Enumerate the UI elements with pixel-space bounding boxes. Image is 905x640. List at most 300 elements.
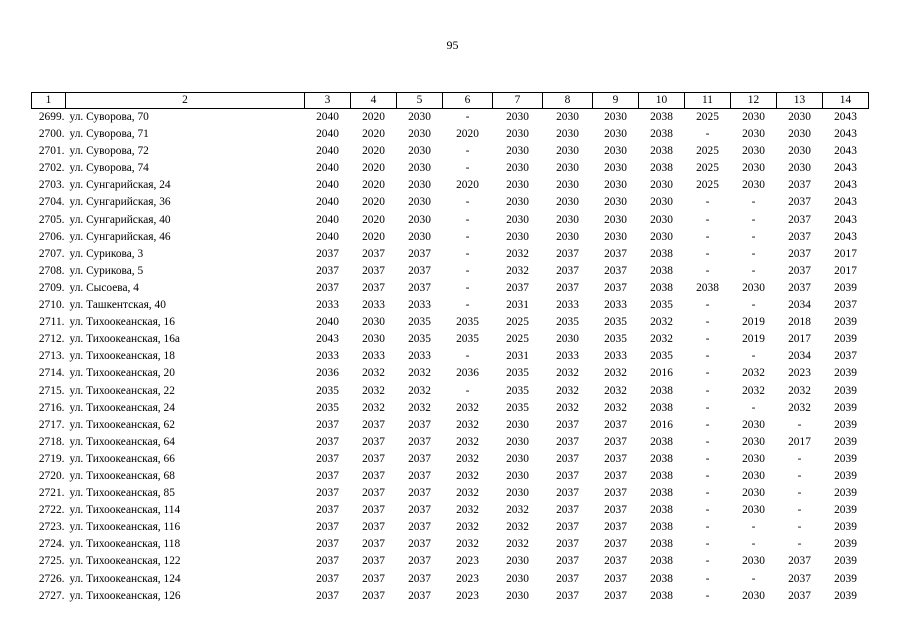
row-number: 2708. [38, 264, 65, 277]
year-cell: 2030 [742, 487, 765, 500]
year-cell: 2037 [604, 418, 627, 431]
year-cell: 2030 [742, 589, 765, 602]
year-cell: 2037 [556, 247, 579, 260]
year-cell: 2037 [556, 435, 579, 448]
year-cell: 2037 [408, 589, 431, 602]
address-cell: ул. Сунгарийская, 36 [69, 196, 171, 209]
year-cell: 2033 [408, 350, 431, 363]
year-cell: 2030 [556, 196, 579, 209]
row-number: 2700. [38, 128, 65, 141]
address-cell: ул. Тихоокеанская, 118 [69, 538, 181, 551]
year-cell: 2030 [556, 162, 579, 175]
year-cell: 2043 [834, 128, 857, 141]
year-cell: 2043 [834, 196, 857, 209]
year-cell: 2037 [316, 538, 339, 551]
year-cell: 2032 [408, 384, 431, 397]
year-cell: 2032 [650, 316, 673, 329]
year-cell: - [797, 504, 802, 517]
year-cell: 2025 [696, 162, 719, 175]
year-cell: 2035 [316, 384, 339, 397]
year-cell: - [751, 572, 756, 585]
year-cell: 2032 [456, 469, 479, 482]
year-cell: 2030 [556, 333, 579, 346]
row-number: 2705. [38, 213, 65, 226]
year-cell: 2038 [650, 572, 673, 585]
year-cell: 2037 [316, 521, 339, 534]
year-cell: 2037 [408, 538, 431, 551]
year-cell: 2030 [506, 111, 529, 123]
year-cell: 2025 [696, 111, 719, 123]
year-cell: 2038 [650, 264, 673, 277]
row-number: 2723. [38, 521, 65, 534]
year-cell: 2017 [834, 264, 857, 277]
year-cell: 2032 [456, 452, 479, 465]
year-cell: 2030 [506, 128, 529, 141]
year-cell: 2037 [316, 247, 339, 260]
year-cell: 2037 [788, 589, 811, 602]
year-cell: 2038 [650, 247, 673, 260]
table-row [32, 588, 869, 605]
column-header-5: 5 [397, 93, 443, 109]
year-cell: 2030 [408, 196, 431, 209]
table-row [32, 451, 869, 468]
year-cell: 2043 [834, 162, 857, 175]
year-cell: 2037 [408, 435, 431, 448]
year-cell: 2035 [650, 299, 673, 312]
year-cell: 2037 [316, 264, 339, 277]
year-cell: 2032 [408, 401, 431, 414]
year-cell: 2039 [834, 572, 857, 585]
year-cell: 2043 [834, 179, 857, 192]
year-cell: 2030 [788, 128, 811, 141]
year-cell: 2030 [408, 128, 431, 141]
year-cell: 2023 [788, 367, 811, 380]
year-cell: 2037 [604, 452, 627, 465]
year-cell: 2043 [834, 145, 857, 158]
year-cell: - [705, 589, 710, 602]
year-cell: 2033 [316, 299, 339, 312]
table-row [32, 434, 869, 451]
year-cell: - [465, 230, 470, 243]
address-cell: ул. Сунгарийская, 24 [69, 179, 171, 192]
year-cell: - [797, 452, 802, 465]
year-cell: - [705, 487, 710, 500]
year-cell: 2030 [362, 316, 385, 329]
row-number: 2715. [38, 384, 65, 397]
year-cell: 2037 [316, 452, 339, 465]
year-cell: 2033 [556, 299, 579, 312]
data-table [31, 92, 869, 605]
year-cell: 2035 [316, 401, 339, 414]
year-cell: 2032 [456, 504, 479, 517]
year-cell: 2032 [742, 384, 765, 397]
year-cell: 2032 [650, 333, 673, 346]
year-cell: 2037 [604, 469, 627, 482]
row-number: 2719. [38, 452, 65, 465]
year-cell: 2030 [604, 196, 627, 209]
year-cell: - [705, 213, 710, 226]
year-cell: 2035 [604, 333, 627, 346]
year-cell: 2030 [650, 213, 673, 226]
year-cell: 2030 [362, 333, 385, 346]
year-cell: 2043 [834, 213, 857, 226]
year-cell: 2037 [604, 435, 627, 448]
address-cell: ул. Тихоокеанская, 126 [69, 589, 181, 602]
year-cell: 2030 [556, 111, 579, 123]
year-cell: 2035 [506, 384, 529, 397]
year-cell: 2043 [316, 333, 339, 346]
address-cell: ул. Тихоокеанская, 16а [69, 333, 180, 346]
year-cell: - [705, 128, 710, 141]
year-cell: 2030 [742, 452, 765, 465]
row-number: 2704. [38, 196, 65, 209]
year-cell: 2030 [556, 213, 579, 226]
row-number: 2699. [38, 111, 65, 123]
year-cell: 2038 [650, 281, 673, 294]
year-cell: 2032 [456, 487, 479, 500]
table-row [32, 126, 869, 143]
year-cell: 2030 [788, 145, 811, 158]
year-cell: 2037 [556, 281, 579, 294]
year-cell: 2037 [556, 487, 579, 500]
year-cell: 2037 [604, 572, 627, 585]
year-cell: 2040 [316, 196, 339, 209]
address-cell: ул. Тихоокеанская, 68 [69, 469, 175, 482]
year-cell: 2030 [506, 589, 529, 602]
year-cell: 2034 [788, 299, 811, 312]
year-cell: - [705, 418, 710, 431]
year-cell: 2037 [316, 589, 339, 602]
year-cell: 2025 [506, 316, 529, 329]
column-header-7: 7 [493, 93, 543, 109]
page-number: 95 [446, 38, 459, 52]
address-cell: ул. Тихоокеанская, 24 [69, 401, 175, 414]
year-cell: 2038 [650, 555, 673, 568]
year-cell: 2030 [742, 128, 765, 141]
table-row [32, 536, 869, 553]
year-cell: 2030 [742, 179, 765, 192]
address-cell: ул. Тихоокеанская, 64 [69, 435, 175, 448]
table-row [32, 553, 869, 570]
year-cell: 2030 [408, 213, 431, 226]
row-number: 2725. [38, 555, 65, 568]
year-cell: 2037 [362, 538, 385, 551]
year-cell: 2035 [456, 333, 479, 346]
year-cell: 2037 [316, 487, 339, 500]
year-cell: 2030 [604, 128, 627, 141]
year-cell: 2037 [556, 264, 579, 277]
column-header-3: 3 [305, 93, 351, 109]
year-cell: 2040 [316, 162, 339, 175]
year-cell: 2033 [556, 350, 579, 363]
year-cell: 2033 [362, 350, 385, 363]
year-cell: 2043 [834, 230, 857, 243]
year-cell: - [465, 384, 470, 397]
row-number: 2718. [38, 435, 65, 448]
year-cell: 2038 [650, 469, 673, 482]
year-cell: 2037 [362, 589, 385, 602]
year-cell: 2038 [650, 487, 673, 500]
year-cell: - [797, 487, 802, 500]
year-cell: - [465, 299, 470, 312]
table-row [32, 297, 869, 314]
year-cell: 2037 [604, 504, 627, 517]
year-cell: 2037 [362, 504, 385, 517]
year-cell: 2032 [788, 401, 811, 414]
row-number: 2703. [38, 179, 65, 192]
year-cell: 2030 [742, 504, 765, 517]
year-cell: 2032 [456, 538, 479, 551]
table-row [32, 502, 869, 519]
year-cell: 2032 [788, 384, 811, 397]
year-cell: 2039 [834, 401, 857, 414]
table-row [32, 485, 869, 502]
year-cell: - [465, 281, 470, 294]
year-cell: 2039 [834, 384, 857, 397]
row-number: 2707. [38, 247, 65, 260]
year-cell: 2037 [556, 469, 579, 482]
year-cell: 2037 [316, 418, 339, 431]
year-cell: 2030 [506, 145, 529, 158]
year-cell: - [751, 264, 756, 277]
year-cell: - [751, 230, 756, 243]
year-cell: 2038 [650, 401, 673, 414]
year-cell: 2030 [408, 145, 431, 158]
year-cell: 2039 [834, 538, 857, 551]
year-cell: - [465, 264, 470, 277]
year-cell: 2020 [456, 128, 479, 141]
year-cell: 2032 [506, 521, 529, 534]
year-cell: 2032 [456, 418, 479, 431]
year-cell: - [751, 538, 756, 551]
column-header-1: 1 [32, 93, 66, 109]
year-cell: 2030 [506, 418, 529, 431]
year-cell: 2039 [834, 333, 857, 346]
year-cell: 2019 [742, 333, 765, 346]
table-row [32, 468, 869, 485]
column-header-9: 9 [593, 93, 639, 109]
year-cell: 2039 [834, 316, 857, 329]
year-cell: 2032 [604, 384, 627, 397]
year-cell: 2032 [556, 367, 579, 380]
year-cell: - [465, 196, 470, 209]
address-cell: ул. Тихоокеанская, 20 [69, 367, 175, 380]
year-cell: 2032 [604, 401, 627, 414]
address-cell: ул. Суворова, 74 [69, 162, 149, 175]
year-cell: 2033 [604, 299, 627, 312]
year-cell: 2040 [316, 316, 339, 329]
table-row [32, 417, 869, 434]
year-cell: - [705, 316, 710, 329]
year-cell: 2030 [506, 572, 529, 585]
year-cell: 2033 [316, 350, 339, 363]
year-cell: - [705, 572, 710, 585]
year-cell: 2030 [604, 145, 627, 158]
year-cell: 2030 [742, 555, 765, 568]
year-cell: 2035 [506, 367, 529, 380]
year-cell: 2020 [362, 196, 385, 209]
year-cell: 2037 [316, 281, 339, 294]
year-cell: 2040 [316, 230, 339, 243]
year-cell: 2030 [742, 469, 765, 482]
year-cell: 2037 [556, 589, 579, 602]
year-cell: - [705, 555, 710, 568]
table-row [32, 280, 869, 297]
year-cell: - [705, 384, 710, 397]
year-cell: - [705, 196, 710, 209]
year-cell: 2030 [506, 452, 529, 465]
year-cell: 2020 [362, 213, 385, 226]
year-cell: 2030 [506, 179, 529, 192]
year-cell: 2030 [506, 469, 529, 482]
year-cell: 2032 [742, 367, 765, 380]
year-cell: 2039 [834, 521, 857, 534]
table-row [32, 400, 869, 417]
year-cell: 2037 [556, 521, 579, 534]
year-cell: 2032 [506, 247, 529, 260]
address-cell: ул. Тихоокеанская, 66 [69, 452, 175, 465]
address-cell: ул. Тихоокеанская, 22 [69, 384, 175, 397]
year-cell: 2033 [408, 299, 431, 312]
column-header-6: 6 [443, 93, 493, 109]
table-row [32, 160, 869, 177]
year-cell: 2037 [604, 538, 627, 551]
year-cell: - [705, 230, 710, 243]
year-cell: 2030 [604, 230, 627, 243]
year-cell: 2037 [834, 350, 857, 363]
table-row [32, 365, 869, 382]
year-cell: - [751, 401, 756, 414]
year-cell: 2030 [506, 435, 529, 448]
row-number: 2701. [38, 145, 65, 158]
year-cell: 2030 [604, 213, 627, 226]
year-cell: 2030 [742, 281, 765, 294]
year-cell: - [705, 521, 710, 534]
year-cell: - [751, 521, 756, 534]
year-cell: 2030 [506, 162, 529, 175]
year-cell: 2016 [650, 418, 673, 431]
year-cell: 2037 [408, 487, 431, 500]
year-cell: 2020 [362, 111, 385, 123]
year-cell: 2038 [650, 145, 673, 158]
year-cell: 2032 [506, 538, 529, 551]
address-cell: ул. Сунгарийская, 46 [69, 230, 171, 243]
address-cell: ул. Ташкентская, 40 [69, 299, 166, 312]
year-cell: 2038 [650, 435, 673, 448]
year-cell: 2032 [556, 384, 579, 397]
year-cell: 2017 [788, 333, 811, 346]
year-cell: 2038 [650, 504, 673, 517]
year-cell: 2033 [362, 299, 385, 312]
year-cell: 2023 [456, 555, 479, 568]
year-cell: 2030 [604, 162, 627, 175]
year-cell: 2037 [604, 281, 627, 294]
year-cell: 2037 [788, 281, 811, 294]
year-cell: 2037 [408, 555, 431, 568]
year-cell: 2037 [316, 469, 339, 482]
year-cell: 2037 [362, 487, 385, 500]
year-cell: - [705, 264, 710, 277]
table-row [32, 571, 869, 588]
year-cell: 2039 [834, 367, 857, 380]
address-cell: ул. Тихоокеанская, 124 [69, 572, 181, 585]
year-cell: 2037 [604, 487, 627, 500]
year-cell: - [797, 538, 802, 551]
year-cell: 2035 [604, 316, 627, 329]
year-cell: 2037 [788, 230, 811, 243]
table-row [32, 263, 869, 280]
table-row [32, 229, 869, 246]
year-cell: 2039 [834, 418, 857, 431]
year-cell: 2037 [604, 264, 627, 277]
year-cell: 2030 [650, 196, 673, 209]
year-cell: 2037 [788, 247, 811, 260]
year-cell: 2035 [456, 316, 479, 329]
year-cell: - [465, 145, 470, 158]
year-cell: 2037 [408, 264, 431, 277]
year-cell: - [797, 469, 802, 482]
year-cell: 2030 [408, 179, 431, 192]
year-cell: 2025 [696, 145, 719, 158]
year-cell: 2037 [362, 418, 385, 431]
table-row [32, 246, 869, 263]
year-cell: 2031 [506, 299, 529, 312]
year-cell: 2025 [506, 333, 529, 346]
year-cell: 2035 [506, 401, 529, 414]
row-number: 2721. [38, 487, 65, 500]
year-cell: 2037 [316, 572, 339, 585]
year-cell: 2037 [788, 213, 811, 226]
year-cell: 2039 [834, 487, 857, 500]
address-cell: ул. Сурикова, 3 [69, 247, 144, 260]
year-cell: 2030 [506, 230, 529, 243]
row-number: 2713. [38, 350, 65, 363]
year-cell: 2040 [316, 128, 339, 141]
year-cell: 2037 [316, 555, 339, 568]
year-cell: 2037 [788, 264, 811, 277]
year-cell: 2037 [408, 281, 431, 294]
year-cell: 2037 [788, 572, 811, 585]
year-cell: 2040 [316, 145, 339, 158]
column-header-8: 8 [543, 93, 593, 109]
year-cell: 2037 [556, 504, 579, 517]
year-cell: 2030 [604, 179, 627, 192]
year-cell: 2037 [362, 572, 385, 585]
row-number: 2712. [38, 333, 65, 346]
year-cell: 2038 [650, 538, 673, 551]
year-cell: 2037 [408, 572, 431, 585]
year-cell: 2037 [604, 589, 627, 602]
year-cell: 2037 [834, 299, 857, 312]
year-cell: 2030 [742, 435, 765, 448]
table-header-row [32, 93, 869, 109]
year-cell: 2036 [316, 367, 339, 380]
year-cell: 2037 [316, 504, 339, 517]
year-cell: - [751, 213, 756, 226]
year-cell: 2032 [456, 435, 479, 448]
table-row [32, 194, 869, 211]
address-cell: ул. Тихоокеанская, 122 [69, 555, 181, 568]
year-cell: 2040 [316, 111, 339, 123]
year-cell: 2039 [834, 281, 857, 294]
row-number: 2709. [38, 281, 65, 294]
year-cell: 2037 [362, 264, 385, 277]
year-cell: 2037 [788, 196, 811, 209]
year-cell: 2019 [742, 316, 765, 329]
row-number: 2714. [38, 367, 65, 380]
row-number: 2724. [38, 538, 65, 551]
address-cell: ул. Тихоокеанская, 18 [69, 350, 175, 363]
